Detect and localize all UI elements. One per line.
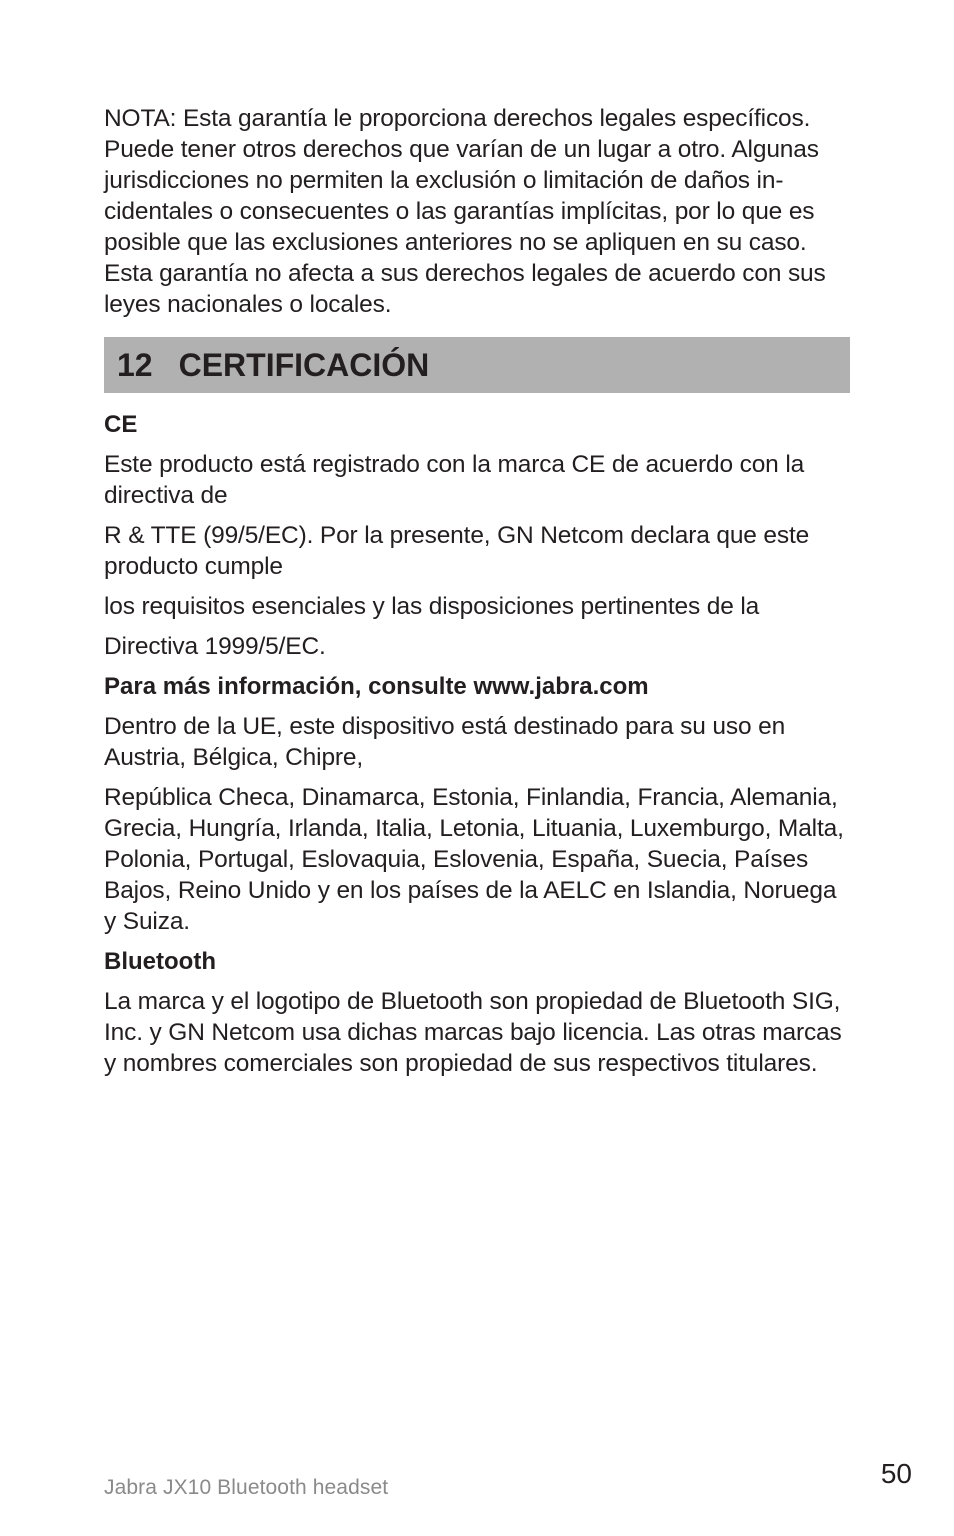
ce-paragraph-5: Dentro de la UE, este dispositivo está destinado para su uso en Austria, Bélgica, Chipre, — [104, 713, 786, 771]
more-info-heading: Para más información, consulte www.jabra.com — [104, 673, 649, 700]
ce-paragraph-4: Directiva 1999/5/EC. — [104, 633, 326, 660]
warranty-note: NOTA: Esta garantía le proporciona derechos legales específicos. Puede tener otros derechos que varían de un lugar a otro. Algunas jurisdicciones no permiten la exclusión o limitación de daños in-cidentales o consecuentes o las garantías implícitas, por lo que es posible que las exclusiones anteriores no se apliquen en su caso. Esta garantía no afecta a sus derechos legales de acuerdo con sus leyes nacionales o locales. — [104, 105, 826, 318]
ce-heading: CE — [104, 411, 138, 438]
bluetooth-paragraph: La marca y el logotipo de Bluetooth son propiedad de Bluetooth SIG, Inc. y GN Netcom usa dichas marcas bajo licencia. Las otras marcas y nombres comerciales son propiedad de sus respectivos titulares. — [104, 988, 842, 1077]
footer-product-name: Jabra JX10 Bluetooth headset — [104, 1476, 389, 1499]
section-title: CERTIFICACIÓN — [178, 346, 430, 383]
ce-paragraph-2: R & TTE (99/5/EC). Por la presente, GN Netcom declara que este producto cumple — [104, 522, 810, 580]
section-header — [104, 337, 850, 393]
page-number: 50 — [880, 1458, 912, 1489]
page-content — [104, 103, 850, 1088]
ce-paragraph-6: República Checa, Dinamarca, Estonia, Finlandia, Francia, Alemania, Grecia, Hungría, Irlanda, Italia, Letonia, Lituania, Luxemburgo, Malta, Polonia, Portugal, Eslovaquia, Eslovenia, España, Suecia, Países Bajos, Reino Unido y en los países de la AELC en Islandia, Noruega y Suiza. — [104, 784, 844, 935]
ce-paragraph-3: los requisitos esenciales y las disposiciones pertinentes de la — [104, 593, 760, 620]
section-number: 12 — [117, 346, 153, 383]
bluetooth-heading: Bluetooth — [104, 948, 216, 975]
ce-paragraph-1: Este producto está registrado con la marca CE de acuerdo con la directiva de — [104, 451, 805, 509]
